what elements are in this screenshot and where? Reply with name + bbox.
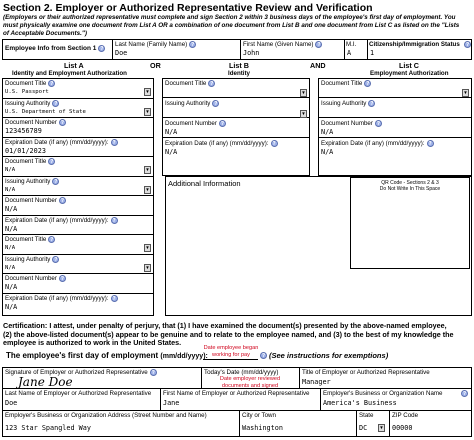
or-label: OR [150,61,161,70]
and-label: AND [310,61,326,70]
help-icon[interactable]: ? [210,81,214,87]
help-icon[interactable]: ? [428,141,432,147]
section-instructions: (Employers or their authorized representative must complete and sign Section 2 within 3 business days of the employee's first day of employment. You must physically examine one document from List A OR a combination of one document from List B and one document from List C as listed on the "Lists of Acceptable Documents.") [3,14,460,37]
address-value[interactable]: 123 Star Spangled Way [5,424,91,432]
last-name-value[interactable]: Doe [115,49,128,57]
list-c-doc-title-field[interactable] [319,88,471,98]
chevron-down-icon[interactable]: ▼ [145,108,150,114]
employer-last-name-value[interactable]: Doe [5,399,18,407]
list-a-doc-title-value[interactable]: N/A [5,167,16,173]
list-b-doc-number-value[interactable]: N/A [165,128,178,136]
first-name-value[interactable]: John [243,49,260,57]
help-icon[interactable]: ? [54,100,58,107]
list-a-doc-number-value[interactable]: N/A [5,205,18,213]
see-instructions: (See instructions for exemptions) [269,351,389,360]
field-divider [3,273,153,274]
field-divider [3,137,153,138]
help-icon[interactable]: ? [54,178,58,185]
list-a-doc-number-value[interactable]: N/A [5,283,18,291]
status-label: Citizenship/Immigration Status [369,41,460,48]
list-a-doc-title-label: Document Title ? [5,80,54,88]
help-icon[interactable]: ? [50,237,54,243]
list-c-expiration-value[interactable]: N/A [321,148,334,156]
help-icon[interactable]: ? [272,141,276,147]
help-icon[interactable]: ? [191,42,195,48]
field-divider [3,98,153,99]
help-icon[interactable]: ? [370,101,374,107]
list-a-subheading: Identity and Employment Authorization [12,70,127,77]
help-icon[interactable]: ? [214,101,218,107]
list-a-issuing-value[interactable]: U.S. Department of State [5,108,86,115]
field-divider [3,312,153,313]
list-a-issuing-value[interactable]: N/A [5,264,16,271]
list-c-doc-number-label: Document Number ? [321,120,380,128]
help-icon[interactable]: ? [100,46,104,52]
last-name-label: Last Name (Family Name) ? [115,41,195,49]
field-divider [3,254,153,255]
address-label: Employer's Business or Organization Address (Street Number and Name) [5,412,207,419]
list-b-heading: List B [229,61,249,70]
list-a-expiration-label: Expiration Date (if any) (mm/dd/yyyy): ? [5,138,116,146]
list-b-subheading: Identity [228,70,251,77]
list-a-issuing-label: Issuing Authority ? [5,99,58,107]
zip-value[interactable]: 00000 [392,424,413,432]
first-day-label: The employee's first day of employment (mm/dd/yyyy): [6,351,208,360]
zip-label: ZIP Code [392,412,419,419]
title-value[interactable]: Manager [302,378,331,386]
chevron-down-icon[interactable]: ▼ [145,186,150,192]
chevron-down-icon[interactable]: ▼ [145,89,150,94]
list-a-expiration-value[interactable]: N/A [5,224,18,233]
field-divider [3,195,153,196]
employer-first-name-label: First Name of Employer or Authorized Representative [163,390,310,397]
state-value[interactable]: DC [359,424,368,432]
todays-date-note: Date employer reviewed documents and signed [219,376,281,389]
list-a-doc-number-label: Document Number ? [5,197,64,205]
help-icon[interactable]: ? [54,256,58,263]
list-c-doc-title-label: Document Title ? [321,80,370,88]
list-b-issuing-field[interactable] [163,108,309,118]
list-b-doc-number-label: Document Number ? [165,120,224,128]
first-name-label: First Name (Given Name) ? [243,41,321,49]
list-a-doc-number-value[interactable]: 123456789 [5,127,42,135]
first-day-note: Date employee began working for pay [203,345,259,358]
list-a-expiration-label: Expiration Date (if any) (mm/dd/yyyy): ? [5,294,116,302]
list-b-expiration-label: Expiration Date (if any) (mm/dd/yyyy): ? [165,140,276,148]
list-b-doc-title-label: Document Title ? [165,80,214,88]
chevron-down-icon[interactable]: ▼ [301,111,306,116]
list-c-issuing-field[interactable] [319,108,471,118]
list-a-expiration-value[interactable]: N/A [5,302,18,311]
help-icon[interactable]: ? [366,81,370,87]
employer-first-name-value[interactable]: Jane [163,399,180,407]
business-name-label: Employer's Business or Organization Name [323,390,443,397]
list-c-issuing-label: Issuing Authority ? [321,100,374,108]
employer-last-name-label: Last Name of Employer or Authorized Representative [5,390,152,397]
signature-label: Signature of Employer or Authorized Representative ? [5,369,155,377]
help-icon[interactable]: ? [112,217,116,224]
help-icon[interactable]: ? [60,198,64,204]
list-a-issuing-value[interactable]: N/A [5,186,16,193]
section-title: Section 2. Employer or Authorized Representative Review and Verification [3,2,373,14]
list-a-doc-title-label: Document Title ? [5,236,54,244]
list-a-issuing-label: Issuing Authority ? [5,255,58,263]
help-icon[interactable]: ? [60,120,64,126]
field-divider [3,176,153,177]
chevron-down-icon[interactable]: ▼ [145,167,150,172]
business-name-value[interactable]: America's Business [323,399,397,407]
todays-date-label: Today's Date (mm/dd/yyyy) [204,369,279,376]
list-c-doc-number-value[interactable]: N/A [321,128,334,136]
list-b-issuing-label: Issuing Authority ? [165,100,218,108]
mi-label: M.I. [346,41,357,48]
help-icon[interactable]: ? [317,42,321,48]
help-icon[interactable]: ? [220,121,224,127]
chevron-down-icon[interactable]: ▼ [463,90,468,95]
chevron-down-icon[interactable]: ▼ [379,425,384,430]
field-divider [3,234,153,235]
employee-info-label: Employee Info from Section 1 ? [5,45,104,53]
field-divider [3,293,153,294]
list-a-doc-number-label: Document Number ? [5,275,64,283]
help-icon[interactable]: ? [261,353,266,359]
help-icon[interactable]: ? [151,370,155,376]
title-label: Title of Employer or Authorized Representative [302,369,430,376]
help-icon[interactable]: ? [60,276,64,282]
chevron-down-icon[interactable]: ▼ [145,264,150,270]
list-a-doc-title-value[interactable]: U.S. Passport [5,89,49,95]
help-icon[interactable]: ? [462,391,467,397]
list-c-expiration-label: Expiration Date (if any) (mm/dd/yyyy): ? [321,140,432,148]
list-a-doc-number-label: Document Number ? [5,119,64,127]
field-divider [3,215,153,216]
mi-value[interactable]: A [347,49,352,57]
city-value[interactable]: Washington [242,424,283,432]
list-a-expiration-label: Expiration Date (if any) (mm/dd/yyyy): ? [5,216,116,224]
chevron-down-icon[interactable]: ▼ [145,245,150,250]
help-icon[interactable]: ? [465,42,470,48]
list-b-expiration-value[interactable]: N/A [165,148,178,156]
help-icon[interactable]: ? [50,81,54,87]
help-icon[interactable]: ? [376,121,380,127]
additional-info-label: Additional Information [168,179,241,188]
list-c-heading: List C [399,61,419,70]
help-icon[interactable]: ? [112,139,116,146]
city-label: City or Town [242,412,276,419]
first-day-field[interactable] [203,359,258,360]
help-icon[interactable]: ? [50,159,54,165]
state-label: State [359,412,374,419]
list-a-doc-title-label: Document Title ? [5,158,54,166]
certification-text: Certification: I attest, under penalty of perjury, that (1) I have examined the document(s) presented by the above-named employee, (2) the above-listed document(s) appear to be genuine and to relate to the employee named, and (3) to the best of my knowledge the employee is authorized to work in the United States. [3,321,454,348]
field-divider [3,156,153,157]
list-b-doc-title-field[interactable] [163,88,309,98]
list-a-heading: List A [64,61,84,70]
list-a-doc-title-value[interactable]: N/A [5,245,16,251]
list-a-expiration-value[interactable]: 01/01/2023 [5,146,46,155]
status-value[interactable]: 1 [370,49,375,57]
chevron-down-icon[interactable]: ▼ [301,90,306,95]
list-c-subheading: Employment Authorization [370,70,449,77]
field-divider [3,117,153,118]
signature-value[interactable]: Jane Doe [18,375,73,389]
help-icon[interactable]: ? [112,295,116,302]
list-a-issuing-label: Issuing Authority ? [5,177,58,185]
qr-code-text: QR Code - Sections 2 & 3 Do Not Write In This Space [379,180,441,192]
